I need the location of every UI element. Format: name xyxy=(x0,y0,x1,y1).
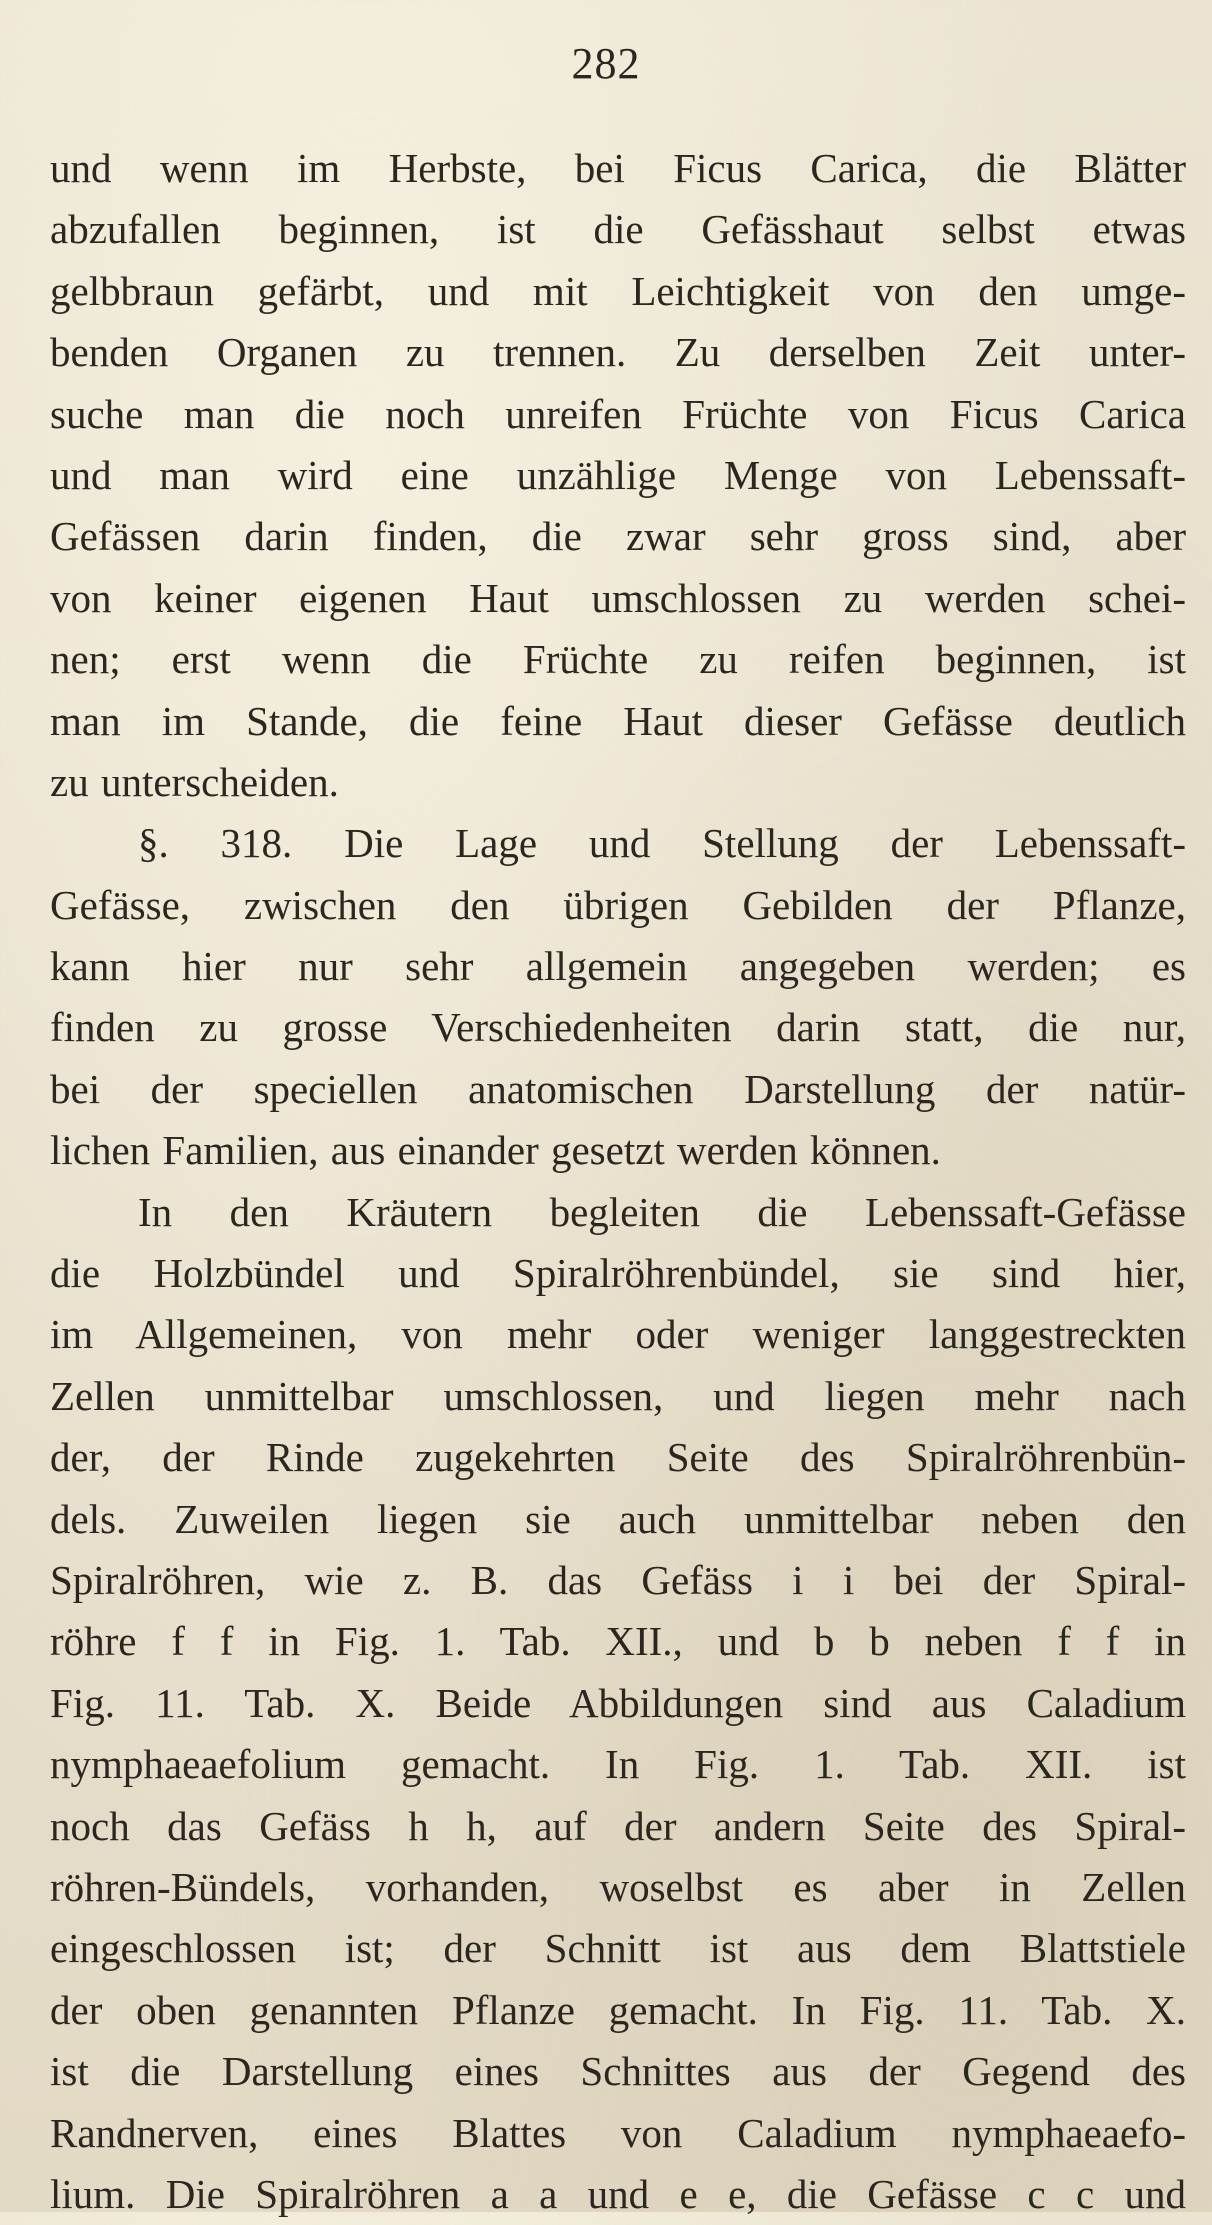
text-line: noch das Gefäss h h, auf der andern Seite des Spiral- xyxy=(50,1802,1186,1849)
text-line: Randnerven, eines Blattes von Caladium nymphaeaefo- xyxy=(50,2109,1186,2156)
text-line: röhren-Bündels, vorhanden, woselbst es aber in Zellen xyxy=(50,1863,1186,1910)
text-line: bei der speciellen anatomischen Darstellung der natür- xyxy=(50,1065,1186,1112)
body-text xyxy=(50,138,1186,2225)
text-line: ist die Darstellung eines Schnittes aus der Gegend des xyxy=(50,2048,1186,2095)
text-line: nen; erst wenn die Früchte zu reifen beginnen, ist xyxy=(50,636,1186,683)
text-line: zu unterscheiden. xyxy=(50,758,339,805)
text-line: benden Organen zu trennen. Zu derselben Zeit unter- xyxy=(50,329,1186,376)
paragraph-first-line: In den Kräutern begleiten die Lebenssaft-Gefässe xyxy=(138,1188,1186,1235)
text-line: Fig. 11. Tab. X. Beide Abbildungen sind aus Caladium xyxy=(50,1679,1186,1726)
text-line: lichen Familien, aus einander gesetzt werden können. xyxy=(50,1127,941,1174)
text-line: abzufallen beginnen, ist die Gefässhaut selbst etwas xyxy=(50,206,1186,253)
text-line: von keiner eigenen Haut umschlossen zu werden schei- xyxy=(50,574,1186,621)
text-line: man im Stande, die feine Haut dieser Gefässe deutlich xyxy=(50,697,1186,744)
text-line: die Holzbündel und Spiralröhrenbündel, sie sind hier, xyxy=(50,1250,1186,1297)
text-line: röhre f f in Fig. 1. Tab. XII., und b b neben f f in xyxy=(50,1618,1186,1665)
text-line: eingeschlossen ist; der Schnitt ist aus dem Blattstiele xyxy=(50,1925,1186,1972)
text-line: Zellen unmittelbar umschlossen, und liegen mehr nach xyxy=(50,1372,1186,1419)
text-line: der oben genannten Pflanze gemacht. In Fig. 11. Tab. X. xyxy=(50,1986,1186,2033)
text-line: Gefässe, zwischen den übrigen Gebilden der Pflanze, xyxy=(50,881,1186,928)
text-line: und wenn im Herbste, bei Ficus Carica, die Blätter xyxy=(50,145,1186,191)
text-line: der, der Rinde zugekehrten Seite des Spiralröhrenbün- xyxy=(50,1434,1186,1481)
page-number: 282 xyxy=(571,39,641,88)
text-line: Spiralröhren, wie z. B. das Gefäss i i bei der Spiral- xyxy=(50,1556,1186,1603)
text-line: nymphaeaefolium gemacht. In Fig. 1. Tab. XII. ist xyxy=(50,1741,1186,1788)
text-line: lium. Die Spiralröhren a a und e e, die Gefässe c c und xyxy=(50,2170,1186,2217)
text-line: finden zu grosse Verschiedenheiten darin statt, die nur, xyxy=(50,1004,1186,1051)
text-line: Gefässen darin finden, die zwar sehr gross sind, aber xyxy=(50,513,1186,560)
section-heading-line: §. 318. Die Lage und Stellung der Lebenssaft- xyxy=(138,820,1186,867)
text-line: dels. Zuweilen liegen sie auch unmittelbar neben den xyxy=(50,1495,1186,1542)
text-line: und man wird eine unzählige Menge von Lebenssaft- xyxy=(50,451,1186,498)
text-line: suche man die noch unreifen Früchte von Ficus Carica xyxy=(50,390,1186,437)
text-line: im Allgemeinen, von mehr oder weniger langgestreckten xyxy=(50,1311,1186,1358)
text-line: kann hier nur sehr allgemein angegeben werden; es xyxy=(50,943,1186,990)
text-line: gelbbraun gefärbt, und mit Leichtigkeit von den umge- xyxy=(50,267,1186,314)
